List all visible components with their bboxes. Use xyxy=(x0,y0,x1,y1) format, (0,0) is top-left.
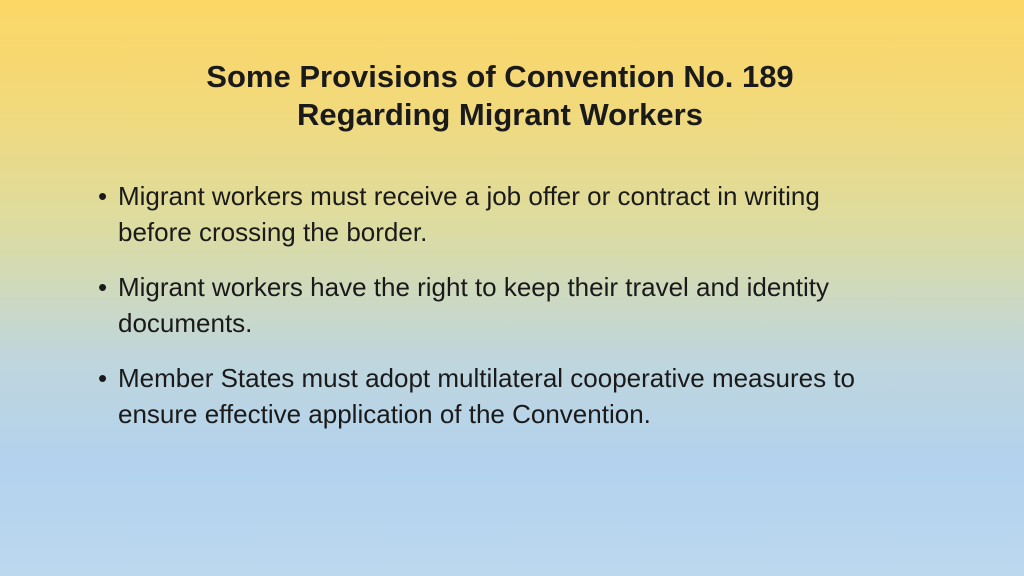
bullet-dot-icon: • xyxy=(98,272,108,302)
bullet-item-1 xyxy=(96,178,856,250)
bullet-item-3 xyxy=(96,360,856,432)
bullet-text-2: Migrant workers have the right to keep their travel and identity documents. xyxy=(118,272,830,338)
slide-title-line-2: Regarding Migrant Workers xyxy=(297,97,703,132)
bullet-item-2 xyxy=(96,269,856,341)
bullet-text-3: Member States must adopt multilateral cooperative measures to ensure effective application of the Convention. xyxy=(118,363,856,429)
bullet-list xyxy=(96,178,856,451)
bullet-dot-icon: • xyxy=(98,181,108,211)
bullet-text-1: Migrant workers must receive a job offer or contract in writing before crossing the border. xyxy=(118,181,820,247)
slide-title-line-1: Some Provisions of Convention No. 189 xyxy=(206,59,794,94)
slide-title xyxy=(0,58,1000,134)
bullet-dot-icon: • xyxy=(98,363,108,393)
